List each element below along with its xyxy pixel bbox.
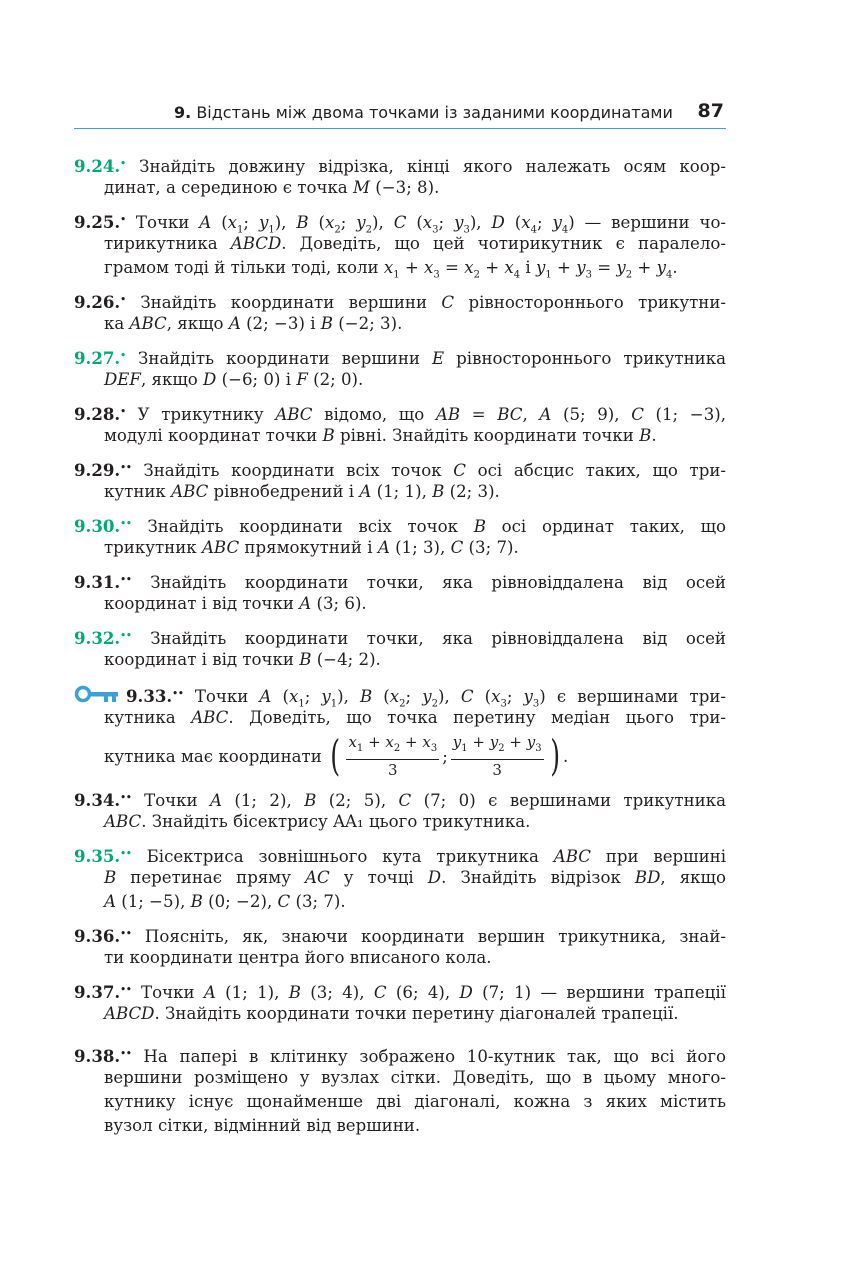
formula-lead-text: кутника має координати [104, 746, 328, 766]
fraction-y: $\frac{y_1 + y_2 + y_3}{3}$ [452, 733, 542, 779]
problem-line: 9.28.• У трикутнику ABC відомо, що AB = BC, A (5; 9), C (1; −3), [74, 404, 726, 424]
running-header [74, 100, 726, 129]
problem-line: 9.34.•• Точки A (1; 2), B (2; 5), C (7; 0) є вершинами трикутника [74, 790, 726, 810]
problem-line: ABC. Знайдіть бісектрису AA₁ цього трикутника. [104, 812, 531, 831]
problem-line: 9.38.•• На папері в клітинку зображено 10-кутник так, що всі його [74, 1046, 726, 1066]
problem-number: 9.26.• [74, 292, 126, 312]
problem-line: 9.30.•• Знайдіть координати всіх точок B осі ординат таких, що [74, 516, 726, 536]
problem-line: грамом тоді й тільки тоді, коли $x_1 + x_3 = x_2 + x_4$ і $y_1 + y_3 = y_2 + y_4$. [104, 258, 678, 281]
problem-line: 9.37.•• Точки A (1; 1), B (3; 4), C (6; 4), D (7; 1) — вершини трапеції [74, 982, 726, 1002]
problem-line: трикутник ABC прямокутний і A (1; 3), C (3; 7). [104, 538, 519, 557]
key-icon [74, 684, 120, 704]
problem-number: 9.31.•• [74, 572, 132, 592]
problem-number: 9.36.•• [74, 926, 132, 946]
page-number: 87 [697, 100, 724, 122]
problem-line: кутник ABC рівнобедрений і A (1; 1), B (2; 3). [104, 482, 500, 501]
problem-line: динат, а серединою є точка M (−3; 8). [104, 178, 440, 197]
problem-line: 9.31.•• Знайдіть координати точки, яка рівновіддалена від осей [74, 572, 726, 592]
problem-line: 9.26.• Знайдіть координати вершини C рівностороннього трикутни- [74, 292, 726, 312]
problem-line: DEF, якщо D (−6; 0) і F (2; 0). [104, 370, 364, 389]
fraction-x: $\frac{x_1 + x_2 + x_3}{3}$ [348, 733, 438, 779]
problem-line: 9.27.• Знайдіть координати вершини E рівностороннього трикутника [74, 348, 726, 368]
problem-line: 9.36.•• Поясніть, як, знаючи координати вершин трикутника, знай- [74, 926, 726, 946]
problem-number: 9.33.•• [126, 686, 184, 706]
problem-line: кутника ABC. Доведіть, що точка перетину медіан цього три- [104, 708, 726, 727]
problem-number: 9.35.•• [74, 846, 132, 866]
problem-number: 9.30.•• [74, 516, 132, 536]
centroid-formula: кутника має координати ( $\frac{x_1 + x_2 + x_3}{3}$ ; $\frac{y_1 + y_2 + y_3}{3}$ ) . [104, 731, 569, 780]
chapter-title-text: Відстань між двома точками із заданими координатами [196, 103, 673, 122]
chapter-number: 9. [174, 103, 192, 122]
chapter-title [174, 103, 673, 122]
problem-number: 9.25.• [74, 212, 126, 232]
problem-line: ABCD. Знайдіть координати точки перетину діагоналей трапеції. [104, 1004, 679, 1023]
problem-line: 9.33.•• Точки A ($x_1$; $y_1$), B ($x_2$; $y_2$), C ($x_3$; $y_3$) є вершинами три- [126, 686, 727, 710]
problem-number: 9.38.•• [74, 1046, 132, 1066]
problem-line: координат і від точки A (3; 6). [104, 594, 367, 613]
problem-line: 9.35.•• Бісектриса зовнішнього кута трикутника ABC при вершині [74, 846, 727, 866]
problem-line: 9.32.•• Знайдіть координати точки, яка рівновіддалена від осей [74, 628, 726, 648]
problem-line: кутнику існує щонайменше дві діагоналі, кожна з яких містить [104, 1092, 726, 1111]
problem-line: 9.25.• Точки A ($x_1$; $y_1$), B ($x_2$; $y_2$), C ($x_3$; $y_3$), D ($x_4$; $y_4$) — вершини чо- [74, 212, 727, 236]
problem-number: 9.34.•• [74, 790, 132, 810]
problem-line: вершини розміщено у вузлах сітки. Доведіть, що в цьому много- [104, 1068, 726, 1087]
problem-number: 9.28.• [74, 404, 126, 424]
problem-number: 9.37.•• [74, 982, 132, 1002]
problem-line: 9.29.•• Знайдіть координати всіх точок C осі абсцис таких, що три- [74, 460, 726, 480]
problem-line: 9.24.• Знайдіть довжину відрізка, кінці якого належать осям коор- [74, 156, 726, 176]
problem-line: координат і від точки B (−4; 2). [104, 650, 381, 669]
problem-line: B перетинає пряму AC у точці D. Знайдіть відрізок BD, якщо [104, 868, 726, 887]
problem-line: ти координати центра його вписаного кола. [104, 948, 492, 967]
problem-line: A (1; −5), B (0; −2), C (3; 7). [104, 892, 346, 911]
problem-line: ка ABC, якщо A (2; −3) і B (−2; 3). [104, 314, 403, 333]
problem-line: тирикутника ABCD. Доведіть, що цей чотирикутник є паралело- [104, 234, 726, 253]
problem-number: 9.29.•• [74, 460, 132, 480]
problem-number: 9.24.• [74, 156, 126, 176]
problem-line: модулі координат точки B рівні. Знайдіть координати точки B. [104, 426, 657, 445]
problem-number: 9.27.• [74, 348, 126, 368]
problem-number: 9.32.•• [74, 628, 132, 648]
problem-line: вузол сітки, відмінний від вершини. [104, 1116, 421, 1135]
